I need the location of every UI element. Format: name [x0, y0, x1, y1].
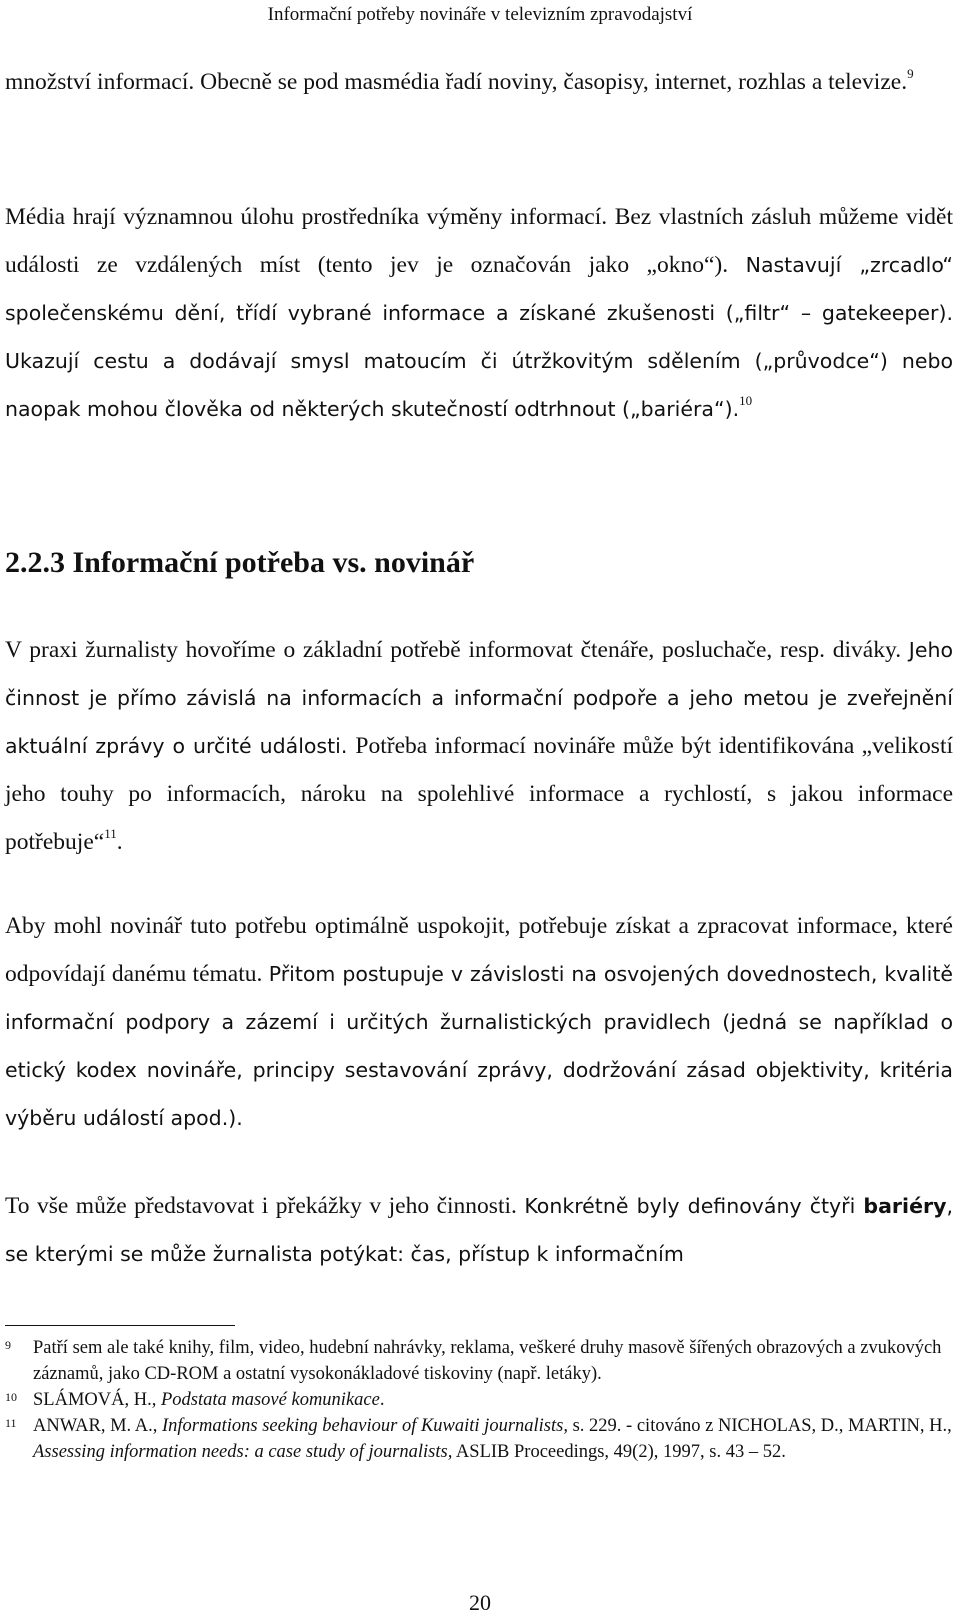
- footnote-title: Podstata masové komunikace: [160, 1390, 380, 1410]
- paragraph-text-sans: Konkrétně byly definovány čtyři: [524, 1194, 864, 1218]
- footnote-author: SLÁMOVÁ, H.,: [33, 1390, 161, 1410]
- page-number: 20: [469, 1590, 491, 1615]
- footnote-ref-9: 9: [907, 66, 914, 81]
- paragraph-text: .: [116, 829, 123, 855]
- footnote-author: ANWAR, M. A.,: [33, 1416, 162, 1436]
- footnotes: [5, 1335, 953, 1465]
- footnote-ref-11: 11: [104, 826, 117, 841]
- section-heading: 2.2.3 Informační potřeba vs. novinář: [5, 546, 475, 579]
- paragraph-text-sans: Jeho činnost je přímo závislá na informacích a informační podpoře a jeho metou je zveřejnění aktuální zprávy o určité události.: [5, 638, 953, 758]
- footnote-tail: ASLIB Proceedings, 49(2), 1997, s. 43 – 52.: [452, 1442, 786, 1462]
- footnote-text: [33, 1413, 953, 1465]
- paragraph-text-sans: Nastavují „zrcadlo“ společenskému dění, třídí vybrané informace a získané zkušenosti („filtr“ – gatekeeper). Ukazují cestu a dodávají smysl matoucím či útržkovitým sdělením („průvodce“) nebo naopak mohou člověka od některých skutečností odtrhnout („bariéra“).: [5, 253, 954, 421]
- bold-term: bariéry: [863, 1194, 947, 1218]
- paragraph-5: [5, 1182, 953, 1278]
- paragraph-text: V praxi žurnalisty hovoříme o základní potřebě informovat čtenáře, posluchače, resp. diváky.: [5, 637, 909, 663]
- footnote-middle: s. 229. - citováno z NICHOLAS, D., MARTIN, H.,: [567, 1416, 952, 1436]
- footnote-title: Informations seeking behaviour of Kuwaiti journalists,: [162, 1416, 568, 1436]
- paragraph-text-sans: , se kterými se může žurnalista potýkat: čas, přístup k informačním: [5, 1194, 953, 1266]
- footnote-separator: [5, 1325, 235, 1326]
- footnote-number: 11: [5, 1416, 17, 1430]
- footnote-9: [5, 1335, 953, 1387]
- running-header: Informační potřeby novináře v televizním zpravodajství: [267, 4, 693, 25]
- footnote-11: [5, 1413, 953, 1465]
- paragraph-text: Aby mohl novinář tuto potřebu optimálně uspokojit, potřebuje získat a zpracovat informace, které odpovídají danému tématu.: [5, 913, 953, 987]
- footnote-title-2: Assessing information needs: a case study of journalists,: [33, 1442, 453, 1462]
- paragraph-3: [5, 626, 953, 866]
- footnote-tail: .: [379, 1390, 385, 1410]
- paragraph-text: Média hrají významnou úlohu prostředníka výměny informací. Bez vlastních zásluh můžeme vidět události ze vzdálených míst (tento jev je označován jako „okno“).: [5, 204, 953, 278]
- paragraph-text: Potřeba informací novináře může být identifikována „velikostí jeho touhy po informacích, nároku na spolehlivé informace a rychlostí, s jakou informace potřebuje“: [5, 733, 954, 855]
- paragraph-text-sans: Přitom postupuje v závislosti na osvojených dovednostech, kvalitě informační podpory a zázemí i určitých žurnalistických pravidlech (jedná se například o etický kodex novináře, principy sestavování zprávy, dodržování zásad objektivity, kritéria výběru událostí apod.).: [5, 962, 953, 1130]
- footnote-number: 10: [5, 1390, 17, 1404]
- footnote-number: 9: [5, 1338, 11, 1352]
- footnote-text: [33, 1387, 953, 1413]
- paragraph-1: [5, 58, 953, 106]
- paragraph-text: To vše může představovat i překážky v jeho činnosti.: [5, 1193, 525, 1219]
- footnote-text: Patří sem ale také knihy, film, video, hudební nahrávky, reklama, veškeré druhy masově šířených obrazových a zvukových záznamů, jako CD-ROM a ostatní vysokonákladové tiskoviny (např. letáky).: [33, 1338, 942, 1384]
- paragraph-2: [5, 193, 953, 433]
- paragraph-text: množství informací. Obecně se pod masmédia řadí noviny, časopisy, internet, rozhlas a televize.: [5, 69, 908, 95]
- footnote-ref-10: 10: [739, 393, 753, 408]
- footnote-10: [5, 1387, 953, 1413]
- paragraph-4: [5, 902, 953, 1142]
